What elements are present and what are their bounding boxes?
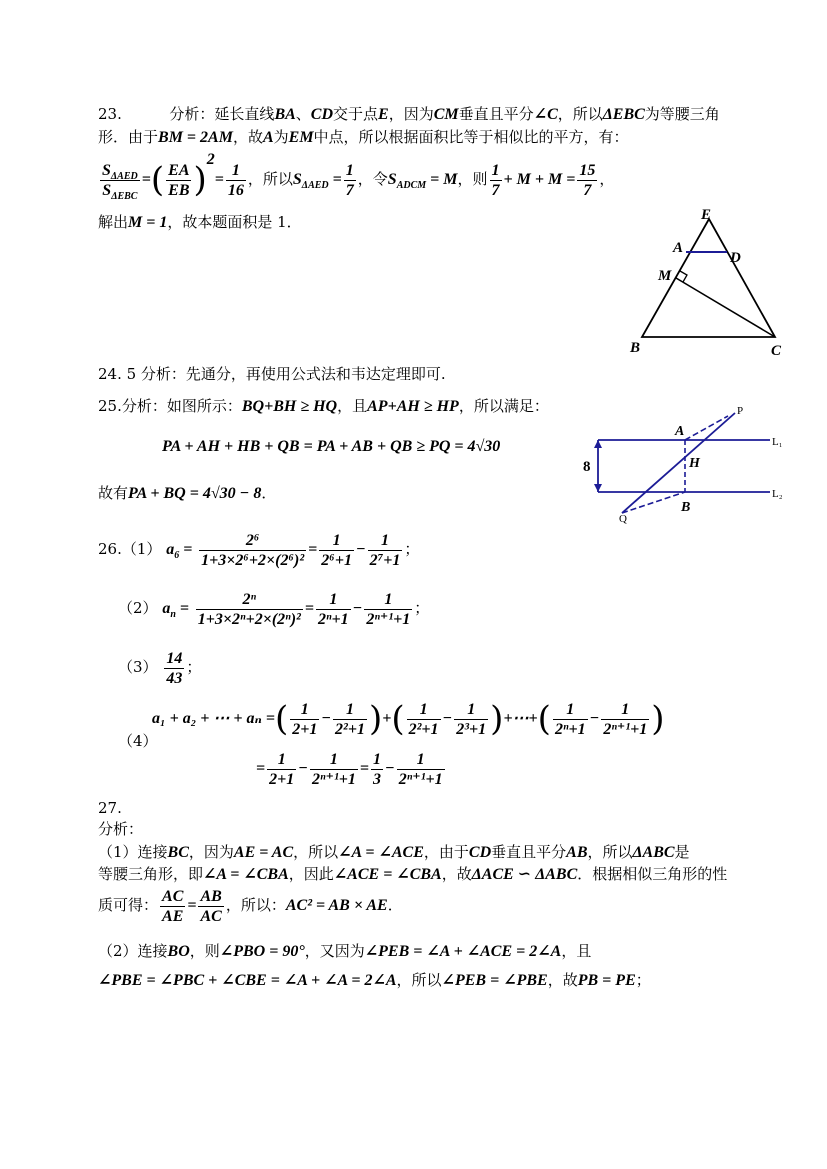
area-ratio-fraction [100,161,140,200]
num: 1 [310,750,358,770]
text: ，故 [441,865,472,883]
p23-conclusion [98,211,302,234]
term2a [407,700,441,739]
paren: ( [274,699,289,739]
math-similar: ΔACE ∽ ΔABC [471,866,578,883]
eq: = [359,760,369,777]
plus: + [382,710,392,727]
text: ． [261,484,277,502]
label-l2: L₂ [772,488,783,500]
label-d: D [730,250,741,266]
math-main: PA + AH + HB + QB = PA + AB + QB ≥ PQ = 4√30 [162,438,501,455]
text: ，所以 [396,971,442,989]
text: ，则 [189,942,220,960]
text: 为等腰三角 [644,105,720,123]
eq: = [183,541,193,558]
math-ae-ac: AE = AC [233,844,294,861]
paren: ) [651,699,665,739]
text: （2）连接 [98,942,168,960]
text: ，由于 [423,843,469,861]
label-a: A [675,424,685,439]
num: AB [200,887,222,905]
num: 1 [368,531,403,551]
math-pbe: ∠PBE = ∠PBC + ∠CBE = ∠A + ∠A = 2∠A [98,972,397,989]
text: ，因为 [188,843,234,861]
math-ang3: ∠ACE = ∠CBA [333,866,442,883]
math-cd: CD [310,106,334,123]
text: 为 [273,128,289,146]
num: 2⁶ [199,531,306,551]
one-seventh [344,161,356,200]
math-result: PA + BQ = 4√30 − 8 [128,485,262,502]
math-ang1: ∠A = ∠ACE [338,844,424,861]
r2 [310,750,358,789]
math-bo: BO [167,943,190,960]
term1b [333,700,367,739]
one-seventh [490,161,502,200]
p26-part4-line1 [152,694,665,743]
segment-ap [685,416,728,440]
r4 [397,750,445,789]
label-p: P [737,405,744,417]
num: 1 [553,700,588,720]
math-pb-pe: PB = PE [577,972,636,989]
text: ，又因为 [304,942,365,960]
text: ，所以 [587,843,633,861]
text: 故有 [98,484,129,502]
eq: = [332,171,342,188]
s: S [292,171,302,188]
den: 7 [491,181,500,199]
ab-ac [198,887,223,926]
a: a [162,600,171,617]
math-peb: ∠PEB = ∠A + ∠ACE = 2∠A [364,943,562,960]
text: 解出 [98,213,129,231]
sub: ADCM [396,180,427,192]
text: ，所以 [557,105,603,123]
p25-result [98,482,276,505]
square: 2 [206,151,215,168]
r1 [267,750,296,789]
segment-qb [622,492,685,513]
paren: ( [391,699,405,739]
text: ； [404,540,420,558]
math-angle-c: ∠C [533,106,558,123]
minus: − [385,760,395,777]
den: 2⁷+1 [369,551,401,569]
p23-ratio-line [98,151,615,202]
problem-number: 27. [98,799,122,817]
rhs-b [364,590,412,629]
text: ，故本题面积是 1． [167,213,302,231]
text: ； [414,599,430,617]
num: 1 [407,700,441,720]
text: 24. 5 分析：先通分，再使用公式法和韦达定理即可. [98,365,446,383]
num: 1 [364,590,412,610]
paren: ) [368,699,383,739]
part-label: 26.（1） [98,540,162,558]
num: 14 [166,649,183,667]
rhs-a [319,531,354,570]
math-a: A [262,129,274,146]
math-tri-abc: ΔABC [632,844,675,861]
p27-l3 [98,883,403,928]
den: 2+1 [269,770,295,788]
text: 等腰三角形，即 [98,865,204,883]
math-ab: AB [566,844,588,861]
p26-part3 [118,645,201,689]
eq: = [304,600,314,617]
den: EB [168,181,190,199]
minus: − [442,710,453,727]
paren: ) [490,699,504,739]
label-b: B [630,340,641,356]
label-q: Q [619,513,627,525]
dots: +⋯+ [503,710,538,727]
ea-eb-fraction [166,161,191,200]
part-label: （3） [118,658,158,676]
math-cd: CD [468,844,492,861]
s: S [102,181,112,199]
a6-fraction [199,531,306,570]
den: 3 [373,770,381,788]
num: 1 [397,750,445,770]
fifteen-sevenths [577,161,597,200]
arrow-down [594,484,602,492]
label-l1: L₁ [772,436,783,448]
math-bc: BC [167,844,189,861]
arrow-up [594,440,602,448]
right-paren: ) [193,160,207,200]
den: 7 [345,181,354,199]
text: ，因此 [288,865,334,883]
label-m: M [658,268,672,284]
eq: = [308,541,318,558]
rhs-a [316,590,351,629]
den: 2ⁿ+1 [554,720,586,738]
text: 形．由于 [98,128,159,146]
den: 16 [227,181,244,199]
text: 交于点 [333,105,379,123]
s-aed [292,171,342,192]
den: 7 [583,181,592,199]
equals: = [214,171,224,188]
num: 1 [454,700,488,720]
text: ．根据相似三角形的性 [577,865,728,883]
ac-ae [160,887,185,926]
text: ，且 [561,942,592,960]
den: 2ⁿ⁺¹+1 [366,610,411,628]
num: 1 [226,161,246,181]
p23-line1 [98,103,720,126]
math-ba: BA [274,106,296,123]
text: ，令 [357,170,388,188]
num: 15 [579,161,596,179]
text: 垂直且平分 [491,843,567,861]
sub: ΔAED [110,170,138,182]
text: ； [635,971,651,989]
den: 1+3×2⁶+2×(2⁶)² [201,551,305,569]
p27-l1 [98,841,690,864]
sub: ΔAED [301,180,329,192]
den: 43 [166,669,183,687]
text: ，故 [232,128,263,146]
math-em: EM [288,129,314,146]
label-h: H [689,456,700,471]
text: ，所以： [225,896,286,914]
text: ，故 [547,971,578,989]
p26-part2 [118,586,429,631]
num: 1 [491,161,500,179]
s: S [102,161,111,179]
p27-l5 [98,969,651,992]
den: 2ⁿ⁺¹+1 [398,770,443,788]
den: 2³+1 [456,720,487,738]
p27-fenxi [98,818,143,840]
s: S [387,171,397,188]
p25-line1 [98,395,549,418]
label-c: C [771,343,782,359]
one-sixteenth [226,161,246,200]
math-product: AC² = AB × AE [285,897,388,914]
sub: n [170,609,176,621]
p26-part4-line2 [256,744,447,793]
den: 2ⁿ⁺¹+1 [603,720,648,738]
math-tri-ebc: ΔEBC [602,106,645,123]
text: ，所以 [247,170,293,188]
num: EA [168,161,190,179]
label-b: B [681,500,691,515]
sub: 6 [174,550,180,562]
problem-number: 23. [98,105,122,123]
den: 2²+1 [408,720,439,738]
equals: = [141,171,151,188]
parallel-lines-figure [578,400,798,530]
text: （1）连接 [98,843,168,861]
p27-number [98,797,122,819]
a6 [166,541,193,562]
text: ，则 [457,170,488,188]
math-ang2: ∠A = ∠CBA [203,866,289,883]
label-e: E [701,207,712,223]
minus: − [352,600,363,617]
math-ineq1: BQ+BH ≥ HQ [241,398,338,415]
text: ，且 [337,397,368,415]
an-fraction [196,590,303,629]
eq: = [256,760,266,777]
num: 1 [267,750,296,770]
den: 2ⁿ⁺¹+1 [311,770,356,788]
text: ． [387,896,403,914]
num: 1 [316,590,351,610]
rhs-b [368,531,403,570]
text: ； [186,658,202,676]
eq: = [187,897,197,914]
math-plus-m: + M + M = [503,171,576,188]
text: ，因为 [388,105,434,123]
den: 2²+1 [335,720,365,738]
term3a [553,700,588,739]
minus: − [321,710,332,727]
text: ， [599,170,615,188]
eq: = [179,600,190,617]
sub: ΔEBC [111,190,138,202]
math-m-eq-1: M = 1 [128,214,168,231]
text: 是 [674,843,690,861]
label-height: 8 [583,459,591,475]
math-cm: CM [433,106,459,123]
p26-part1 [98,527,419,572]
a: a [166,541,175,558]
den: 2ⁿ+1 [317,610,349,628]
den: 2+1 [292,720,318,738]
text: ，所以满足： [458,397,549,415]
num: 1 [345,161,354,179]
math-ineq2: AP+AH ≥ HP [367,398,459,415]
answer-14-43 [164,649,184,688]
num: 1 [373,750,381,768]
math-pbo: ∠PBO = 90° [219,943,305,960]
minus: − [589,710,600,727]
minus: − [355,541,366,558]
eq: = M [430,171,458,188]
paren: ( [537,699,551,739]
num: 2ⁿ [196,590,303,610]
math-peb-pbe: ∠PEB = ∠PBE [441,972,548,989]
num: 1 [601,700,649,720]
num: AC [162,887,184,905]
den: 2⁶+1 [321,551,352,569]
part-label: （4） [118,732,158,750]
term3b [601,700,649,739]
term2b [454,700,488,739]
text: 垂直且平分 [458,105,534,123]
p24-line [98,363,446,385]
part-label: （2） [118,599,158,617]
triangle-figure [620,200,795,360]
segment-mc [676,278,775,337]
num: 1 [319,531,354,551]
left-paren: ( [150,160,165,200]
an [162,600,190,621]
s-adcm [387,171,458,192]
num: 1 [333,700,367,720]
den: AC [200,907,222,925]
den: AE [162,907,184,925]
sum-lhs: a₁ + a₂ + ⋯ + aₙ = [152,710,275,727]
math-bm-eq: BM = 2AM [158,129,233,146]
label-a: A [673,240,684,256]
minus: − [298,760,308,777]
p23-line2 [98,126,629,149]
math-e: E [378,106,389,123]
text: 分析： [98,820,144,838]
den: 1+3×2ⁿ+2×(2ⁿ)² [197,610,301,628]
text: 25.分析：如图所示： [98,397,242,415]
r3 [371,750,383,789]
text: 、 [295,105,311,123]
p27-l4 [98,940,591,963]
p25-main-eq [162,438,500,456]
text: 质可得： [98,896,159,914]
text: 中点，所以根据面积比等于相似比的平方，有： [313,128,629,146]
text: ，所以 [293,843,339,861]
num: 1 [290,700,319,720]
text: 分析：延长直线 [169,105,275,123]
term1a [290,700,319,739]
